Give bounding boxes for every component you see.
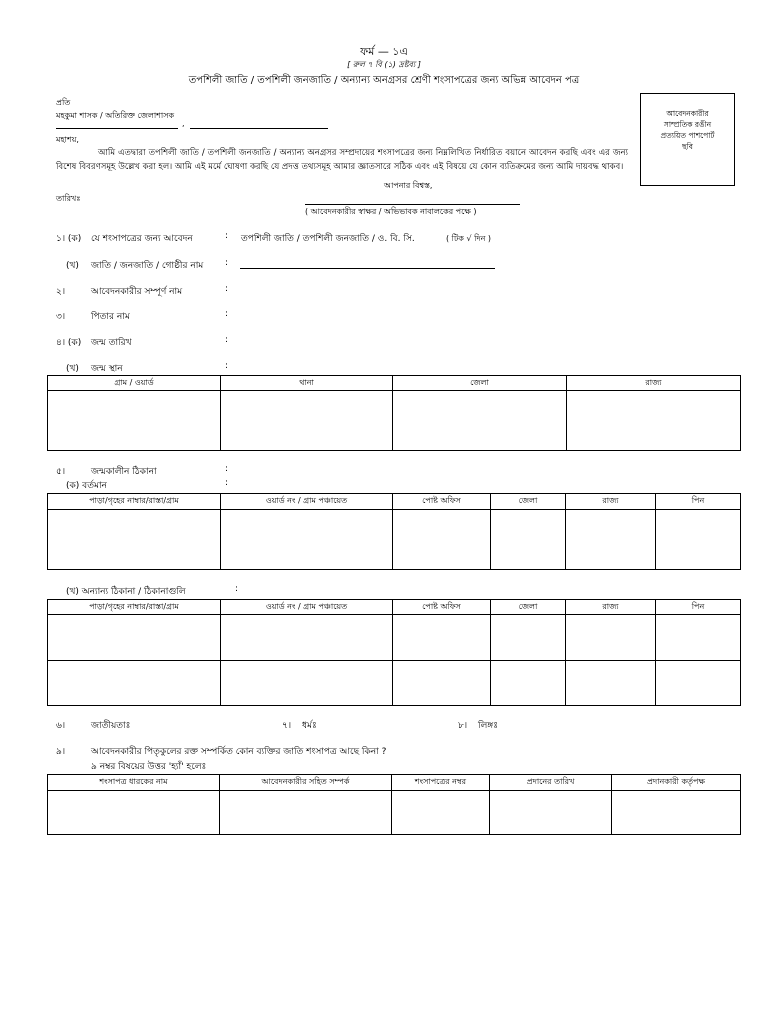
q6-number: ৬। [56,721,66,731]
table-cell[interactable] [393,510,491,570]
table-header: প্রদানকারী কর্তৃপক্ষ [612,775,741,791]
q3-colon: : [225,309,229,319]
nationality-label: জাতীয়তাঃ [91,721,131,731]
religion-label: ধর্মঃ [302,721,317,731]
photo-label-2: সাম্প্রতিক রঙীন [663,120,712,129]
q1b-colon: : [225,258,229,268]
table-header: পিন [656,494,741,510]
table-cell[interactable] [656,661,741,706]
q5-number: ৫। [56,467,66,477]
addressee-to: প্রতি [56,98,71,107]
table-header: পোষ্ট অফিস [393,600,491,615]
photo-label-1: আবেদনকারীর [666,109,709,118]
table-cell[interactable] [48,661,221,706]
table-cell[interactable] [566,510,656,570]
table-cell[interactable] [393,661,491,706]
q4a-colon: : [225,335,229,345]
q1b-label: জাতি / জনজাতি / গোষ্ঠীর নাম [91,261,204,271]
table-cell[interactable] [48,391,221,451]
present-address-table [47,493,741,570]
q3-number: ৩। [56,312,66,322]
addressee-officer: মহকুমা শাসক / অতিরিক্ত জেলাশাসক [56,111,175,120]
table-header: পোষ্ট অফিস [393,494,491,510]
table-cell[interactable] [220,791,392,835]
addressee-comma: , [182,119,185,128]
table-cell[interactable] [392,791,490,835]
q2-number: ২। [56,287,66,297]
q8-number: ৮। [458,721,468,731]
table-header: আবেদনকারীর সহিত সম্পর্ক [220,775,392,791]
q5b-colon: : [235,584,239,594]
table-cell[interactable] [567,391,741,451]
table-cell[interactable] [566,615,656,661]
table-header: শংসাপত্র ধারকের নাম [48,775,220,791]
table-header: পিন [656,600,741,615]
form-title: ফর্ম — ১এ [360,45,408,58]
q7-number: ৭। [282,721,292,731]
table-cell[interactable] [491,615,566,661]
table-header: ওয়ার্ড নং / গ্রাম পঞ্চায়েত [221,600,393,615]
table-header: গ্রাম / ওয়ার্ড [48,376,221,391]
salutation: মহাশয়, [56,135,79,144]
table-header: প্রদানের তারিখ [490,775,612,791]
other-address-table [47,599,741,706]
table-header: পাড়া/গৃহের নাম্বার/রাস্তা/গ্রাম [48,600,221,615]
table-cell[interactable] [221,615,393,661]
table-cell[interactable] [491,510,566,570]
photo-label-3: প্রত্যয়িত পাশপোর্ট [660,131,715,140]
certificate-type-options[interactable]: তপশিলী জাতি / তপশিলী জনজাতি / ও. বি. সি. [241,234,415,244]
signature-line[interactable] [305,204,520,205]
table-cell[interactable] [490,791,612,835]
q3-label: পিতার নাম [91,312,130,322]
q1b-number: (খ) [66,261,79,271]
table-cell[interactable] [48,615,221,661]
district-blank[interactable] [190,128,328,129]
q4b-label: জন্ম স্থান [91,364,123,374]
signature-caption: ( আবেদনকারীর স্বাক্ষর / অভিভাবক নাবালকের পক্ষে ) [305,207,477,216]
table-header: জেলা [491,494,566,510]
caste-name-blank[interactable] [240,268,495,269]
q4b-colon: : [225,361,229,371]
q1a-number: ১। (ক) [56,234,82,244]
declaration-text: আমি এতদ্বারা তপশিলী জাতি / তপশিলী জনজাতি / অন্যান্য অনগ্রসর সম্প্রদায়ের শংসাপত্রের জন্য নিম্নলিখিত নির্ধারিত বয়ানে আবেদন করছি এবং এর জন্য বিশেষ বিবরণসমূহ উল্লেখ করা হল। আমি এই মর্মে ঘোষণা করছি যে প্রদত্ত তথ্যসমূহ আমার জ্ঞাতসারে সঠিক এবং এই বিষয়ে যে কোন ব্যতিক্রমের জন্য আমি দায়বদ্ধ থাকব। [56,148,628,172]
subdivision-blank[interactable] [56,128,178,129]
table-header: রাজ্য [566,600,656,615]
q1a-colon: : [225,231,229,241]
q2-label: আবেদনকারীর সম্পূর্ণ নাম [91,287,183,297]
table-cell[interactable] [221,510,393,570]
closing-text: আপনার বিশ্বস্ত, [384,181,433,190]
table-cell[interactable] [612,791,741,835]
q9-label: আবেদনকারীর পিতৃকুলের রক্ত সম্পর্কিত কোন ব্যক্তির জাতি শংসাপত্র আছে কিনা ? [91,747,387,757]
q9-sub-label: ৯ নম্বর বিষয়ের উত্তর 'হ্যাঁ' হলেঃ [91,762,207,772]
q1a-label: যে শংসাপত্রের জন্য আবেদন [91,234,193,244]
table-header: পাড়া/গৃহের নাম্বার/রাস্তা/গ্রাম [48,494,221,510]
relative-certificate-table [47,774,741,835]
gender-label: লিঙ্গঃ [478,721,499,731]
q4a-label: জন্ম তারিখ [91,338,132,348]
table-cell[interactable] [656,615,741,661]
birthplace-table [47,375,741,451]
q4a-number: ৪। (ক) [56,338,82,348]
q9-number: ৯। [56,747,66,757]
q5a-label: (ক) বর্তমান [66,481,107,491]
date-label: তারিখঃ [56,194,81,203]
table-header: জেলা [393,376,567,391]
table-cell[interactable] [566,661,656,706]
rule-reference: [ রুল ৭ বি (১) দ্রষ্টব্য ] [347,60,421,69]
table-cell[interactable] [221,661,393,706]
passport-photo-box[interactable] [640,93,735,186]
table-header: রাজ্য [567,376,741,391]
table-cell[interactable] [221,391,393,451]
table-cell[interactable] [48,510,221,570]
form-subtitle: তপশিলী জাতি / তপশিলী জনজাতি / অন্যান্য অনগ্রসর শ্রেণী শংসাপত্রের জন্য অভিন্ন আবেদন পত্র [188,75,580,86]
q5b-label: (খ) অন্যান্য ঠিকানা / ঠিকানাগুলি [66,587,186,597]
table-header: থানা [221,376,393,391]
photo-label-4: ছবি [682,142,693,151]
table-cell[interactable] [491,661,566,706]
tick-note: ( টিক √ দিন ) [446,234,492,243]
table-cell[interactable] [393,391,567,451]
q2-colon: : [225,284,229,294]
q5a-colon: : [225,478,229,488]
table-cell[interactable] [656,510,741,570]
table-cell[interactable] [393,615,491,661]
q5-colon: : [225,464,229,474]
table-header: রাজ্য [566,494,656,510]
table-cell[interactable] [48,791,220,835]
q4b-number: (খ) [66,364,79,374]
table-header: জেলা [491,600,566,615]
table-header: ওয়ার্ড নং / গ্রাম পঞ্চায়েত [221,494,393,510]
table-header: শংসাপত্রের নম্বর [392,775,490,791]
q5-label: জন্মকালীন ঠিকানা [91,467,157,477]
